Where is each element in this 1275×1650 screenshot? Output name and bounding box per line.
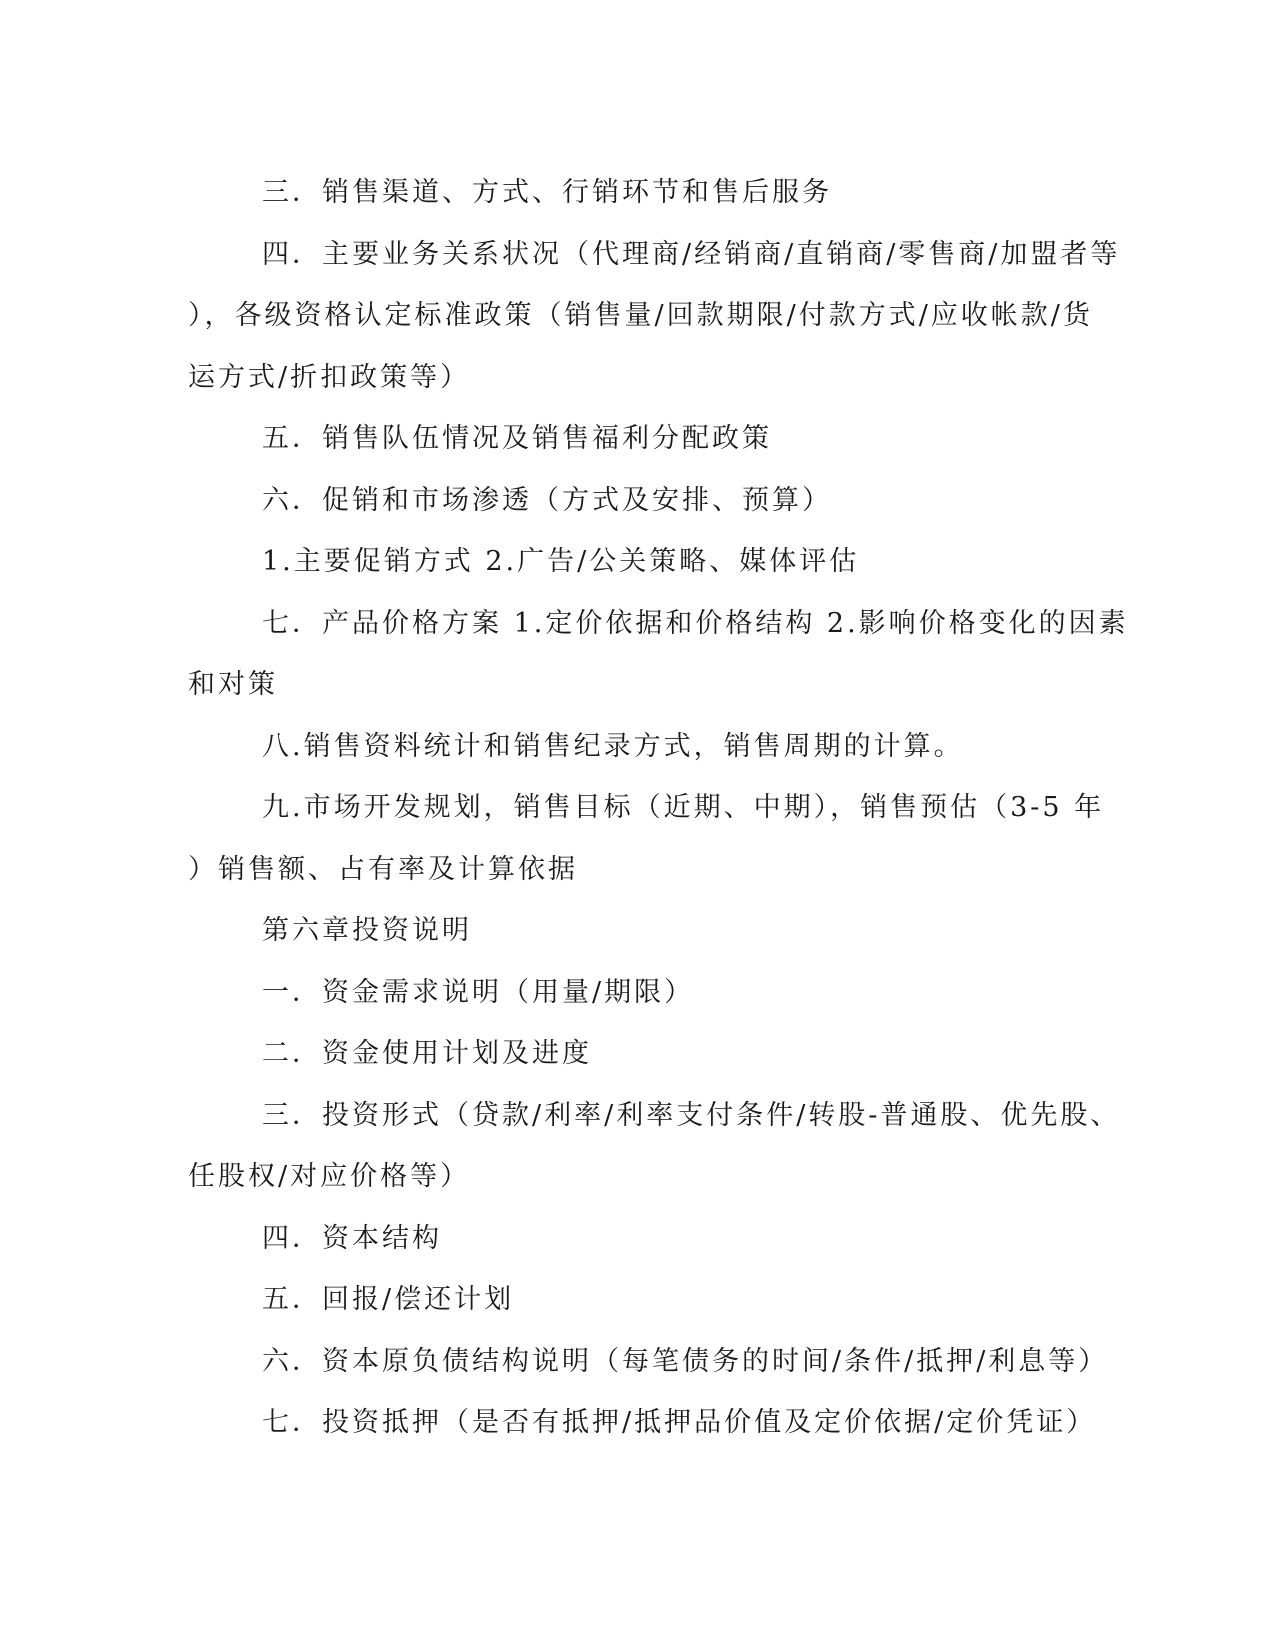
text-line: 和对策: [188, 669, 278, 700]
text-line: 二．资金使用计划及进度: [262, 1038, 592, 1069]
text-line: 六．资本原负债结构说明（每笔债务的时间/条件/抵押/利息等）: [262, 1345, 1109, 1377]
text-line: 八.销售资料统计和销售纪录方式，销售周期的计算。: [262, 730, 964, 762]
text-line: 任股权/对应价格等）: [188, 1161, 471, 1192]
text-line: 运方式/折扣政策等）: [188, 361, 471, 393]
text-line: 四．资本结构: [262, 1222, 442, 1254]
text-line: 三．销售渠道、方式、行销环节和售后服务: [262, 177, 832, 208]
text-line: ）销售额、占有率及计算依据: [188, 853, 578, 885]
text-line: 五．回报/偿还计划: [262, 1284, 515, 1315]
text-line: 三．投资形式（贷款/利率/利率支付条件/转股-普通股、优先股、: [262, 1099, 1121, 1131]
text-line: 七．投资抵押（是否有抵押/抵押品价值及定价依据/定价凭证）: [262, 1407, 1097, 1438]
text-line: 九.市场开发规划，销售目标（近期、中期），销售预估（3-5 年: [262, 792, 1105, 823]
text-line: 六．促销和市场渗透（方式及安排、预算）: [262, 484, 832, 516]
text-line: 四．主要业务关系状况（代理商/经销商/直销商/零售商/加盟者等: [262, 238, 1121, 270]
text-line: 一．资金需求说明（用量/期限）: [262, 976, 695, 1008]
text-line: 第六章投资说明: [262, 915, 472, 946]
text-line: ），各级资格认定标准政策（销售量/回款期限/付款方式/应收帐款/货: [188, 300, 1093, 331]
text-line: 五．销售队伍情况及销售福利分配政策: [262, 423, 772, 454]
text-line: 七．产品价格方案 1.定价依据和价格结构 2.影响价格变化的因素: [262, 607, 1129, 639]
text-line: 1.主要促销方式 2.广告/公关策略、媒体评估: [262, 546, 860, 577]
document-body: [188, 162, 1129, 1454]
